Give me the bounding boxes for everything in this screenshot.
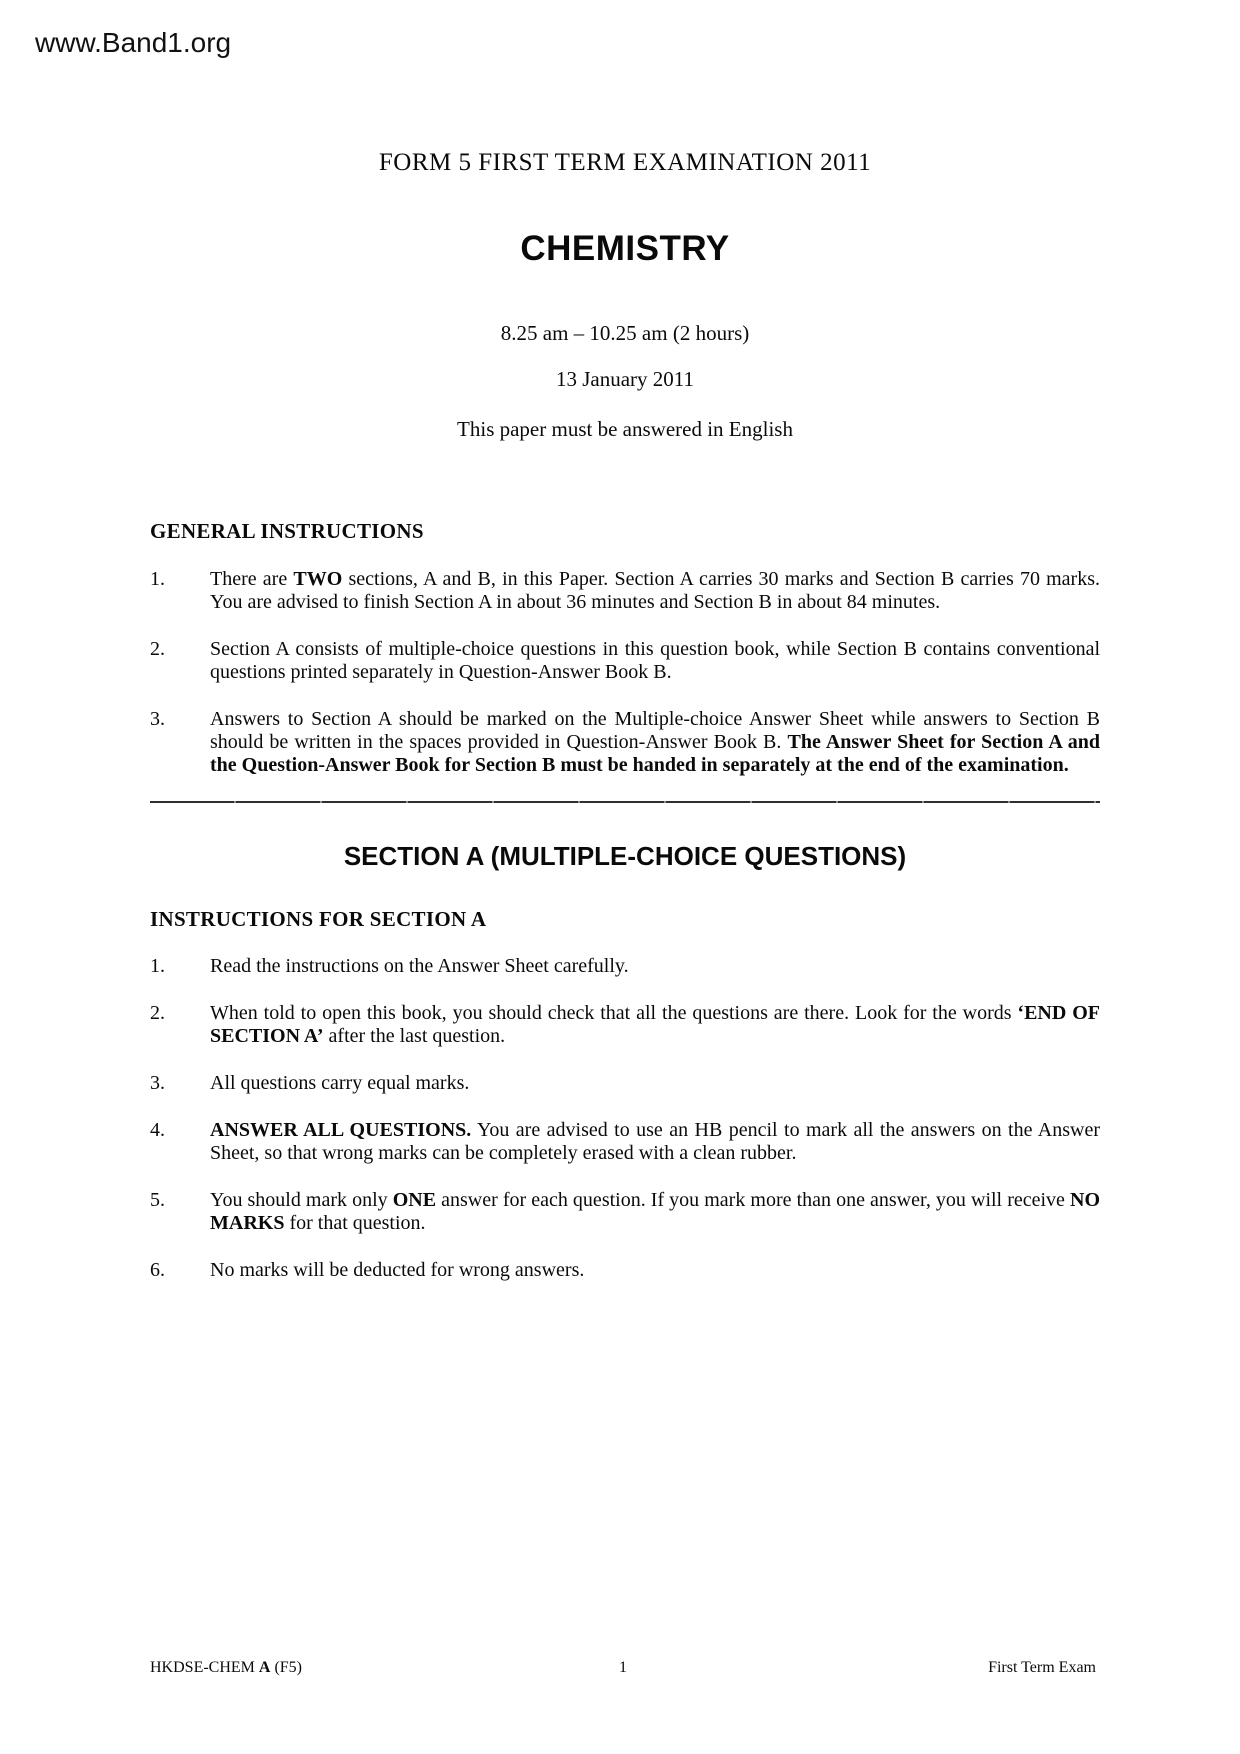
instruction-item [150, 1259, 1100, 1282]
item-text: You should mark only ONE answer for each question. If you mark more than one answer, you will receive NO MARKS for that question. [210, 1189, 1100, 1234]
exam-title: FORM 5 FIRST TERM EXAMINATION 2011 [378, 149, 872, 176]
instruction-item [150, 638, 1100, 684]
footer-doc-code: HKDSE-CHEM A (F5) [150, 1659, 303, 1676]
item-text: Section A consists of multiple-choice questions in this question book, while Section B contains conventional questions printed separately in Question-Answer Book B. [210, 638, 1100, 683]
item-number: 5. [150, 1189, 165, 1211]
item-number: 2. [150, 1002, 165, 1024]
item-text: Read the instructions on the Answer Sheet carefully. [210, 955, 629, 977]
item-text: Answers to Section A should be marked on the Multiple-choice Answer Sheet while answers to Section B should be written in the spaces provided in Question-Answer Book B. The Answer Sheet for Section A and the Question-Answer Book for Section B must be handed in separately at the end of the examination. [210, 708, 1100, 776]
watermark-url: www.Band1.org [35, 27, 232, 58]
item-text: When told to open this book, you should check that all the questions are there. Look for the words ‘END OF SECTION A’ after the last question. [210, 1002, 1100, 1047]
instruction-item [150, 1072, 1100, 1095]
footer-page-number: 1 [618, 1659, 627, 1676]
language-note: This paper must be answered in English [457, 417, 793, 441]
item-text: No marks will be deducted for wrong answers. [210, 1259, 585, 1281]
item-number: 6. [150, 1259, 165, 1281]
instruction-item [150, 568, 1100, 614]
section-divider-line [150, 801, 1100, 803]
exam-date: 13 January 2011 [555, 367, 695, 391]
instruction-item [150, 1119, 1100, 1165]
item-text: There are TWO sections, A and B, in this Paper. Section A carries 30 marks and Section B carries 70 marks. You are advised to finish Section A in about 36 minutes and Section B in about 84 minutes. [210, 568, 1101, 613]
item-text: All questions carry equal marks. [210, 1072, 470, 1094]
page-content [150, 0, 1100, 1306]
instruction-item [150, 708, 1100, 777]
subject-title: CHEMISTRY [520, 229, 730, 268]
footer-exam-label: First Term Exam [988, 1659, 1096, 1676]
general-instructions-heading: GENERAL INSTRUCTIONS [150, 519, 424, 543]
instruction-item [150, 955, 1100, 978]
page-footer [150, 1658, 1096, 1678]
item-number: 4. [150, 1119, 165, 1141]
item-number: 3. [150, 708, 165, 730]
item-number: 1. [150, 568, 165, 590]
item-text: ANSWER ALL QUESTIONS. You are advised to use an HB pencil to mark all the answers on the Answer Sheet, so that wrong marks can be completely erased with a clean rubber. [210, 1119, 1100, 1164]
instruction-item [150, 1002, 1100, 1048]
section-a-heading: SECTION A (MULTIPLE-CHOICE QUESTIONS) [343, 841, 907, 871]
item-number: 2. [150, 638, 165, 660]
general-instructions-list [150, 568, 1100, 777]
item-number: 1. [150, 955, 165, 977]
exam-time: 8.25 am – 10.25 am (2 hours) [500, 321, 750, 345]
instruction-item [150, 1189, 1100, 1235]
item-number: 3. [150, 1072, 165, 1094]
section-a-instructions-heading: INSTRUCTIONS FOR SECTION A [150, 907, 487, 931]
section-a-instructions-list [150, 955, 1100, 1282]
